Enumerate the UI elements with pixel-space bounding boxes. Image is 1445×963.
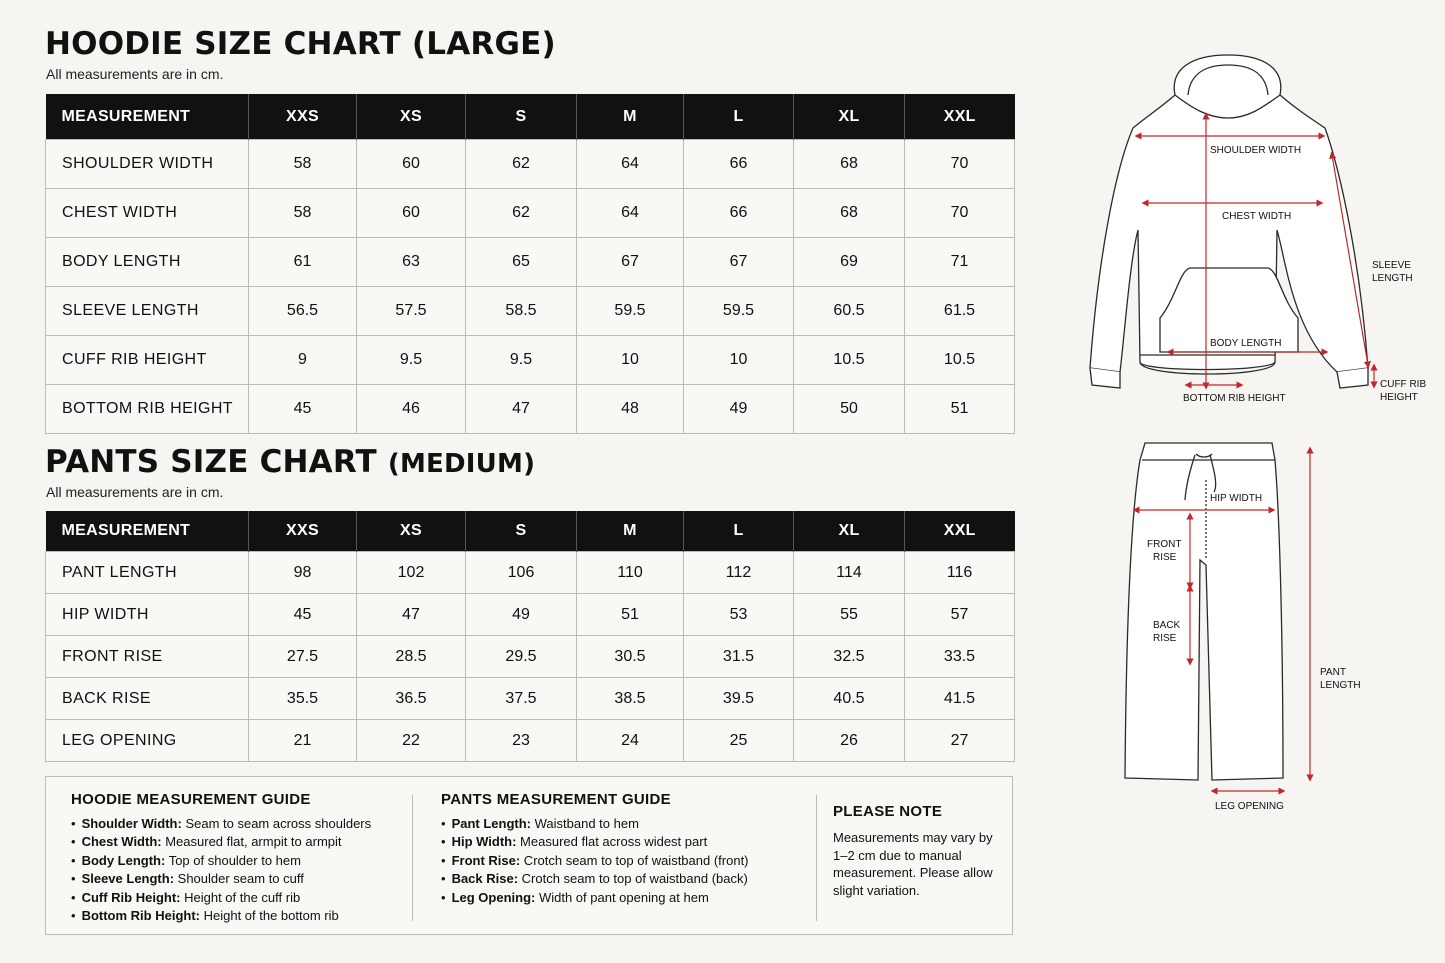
size-value-cell: 10.5 bbox=[905, 336, 1015, 385]
label-front-rise-2: RISE bbox=[1153, 552, 1177, 563]
measurement-name-cell: BODY LENGTH bbox=[46, 238, 249, 287]
size-column-header: S bbox=[466, 94, 577, 140]
size-value-cell: 57 bbox=[905, 594, 1015, 636]
size-column-header: XXL bbox=[905, 511, 1015, 552]
guide-term: Leg Opening: bbox=[451, 889, 536, 905]
guide-description: Top of shoulder to hem bbox=[165, 852, 301, 868]
guide-list-item bbox=[71, 889, 371, 907]
hoodie-guide-list bbox=[71, 815, 371, 925]
please-note bbox=[833, 803, 993, 899]
size-value-cell: 37.5 bbox=[466, 678, 577, 720]
guide-description: Width of pant opening at hem bbox=[535, 889, 709, 905]
size-value-cell: 110 bbox=[577, 552, 684, 594]
guide-term: Front Rise: bbox=[451, 852, 521, 868]
label-body-length: BODY LENGTH bbox=[1210, 338, 1282, 349]
measurement-name-cell: CUFF RIB HEIGHT bbox=[46, 336, 249, 385]
guide-list-item bbox=[441, 852, 749, 870]
size-value-cell: 40.5 bbox=[794, 678, 905, 720]
label-pant-length-2: LENGTH bbox=[1320, 680, 1361, 691]
size-value-cell: 28.5 bbox=[357, 636, 466, 678]
guide-term: Back Rise: bbox=[451, 871, 519, 887]
size-value-cell: 47 bbox=[357, 594, 466, 636]
table-row bbox=[46, 287, 1015, 336]
size-value-cell: 58 bbox=[249, 189, 357, 238]
size-value-cell: 61 bbox=[249, 238, 357, 287]
size-value-cell: 47 bbox=[466, 385, 577, 434]
size-value-cell: 112 bbox=[684, 552, 794, 594]
please-note-text: Measurements may vary by 1–2 cm due to manual measurement. Please allow slight variation. bbox=[833, 830, 993, 898]
label-shoulder-width: SHOULDER WIDTH bbox=[1210, 145, 1302, 156]
guide-list-item bbox=[441, 870, 749, 888]
label-front-rise-1: FRONT bbox=[1147, 539, 1182, 550]
size-value-cell: 65 bbox=[466, 238, 577, 287]
guide-description: Height of the cuff rib bbox=[180, 889, 301, 905]
size-value-cell: 10 bbox=[684, 336, 794, 385]
size-value-cell: 67 bbox=[577, 238, 684, 287]
size-value-cell: 60 bbox=[357, 140, 466, 189]
pants-diagram bbox=[1080, 430, 1445, 820]
size-value-cell: 58.5 bbox=[466, 287, 577, 336]
size-value-cell: 56.5 bbox=[249, 287, 357, 336]
size-column-header: M bbox=[577, 94, 684, 140]
size-value-cell: 64 bbox=[577, 189, 684, 238]
size-value-cell: 46 bbox=[357, 385, 466, 434]
size-value-cell: 30.5 bbox=[577, 636, 684, 678]
hoodie-guide bbox=[71, 791, 371, 925]
size-value-cell: 102 bbox=[357, 552, 466, 594]
size-value-cell: 45 bbox=[249, 594, 357, 636]
guide-list-item bbox=[71, 815, 371, 833]
size-column-header: XXL bbox=[905, 94, 1015, 140]
measurement-guide-box bbox=[45, 776, 1013, 935]
guide-list-item bbox=[441, 889, 749, 907]
size-value-cell: 62 bbox=[466, 189, 577, 238]
size-value-cell: 27.5 bbox=[249, 636, 357, 678]
pants-chart-title bbox=[45, 444, 535, 480]
guide-list-item bbox=[71, 870, 371, 888]
label-hip-width: HIP WIDTH bbox=[1210, 493, 1263, 504]
size-column-header: XL bbox=[794, 94, 905, 140]
measurement-name-cell: HIP WIDTH bbox=[46, 594, 249, 636]
size-value-cell: 50 bbox=[794, 385, 905, 434]
measurement-name-cell: CHEST WIDTH bbox=[46, 189, 249, 238]
guide-list-item bbox=[71, 907, 371, 925]
table-row bbox=[46, 636, 1015, 678]
label-bottom-rib-height: BOTTOM RIB HEIGHT bbox=[1183, 393, 1286, 404]
size-value-cell: 22 bbox=[357, 720, 466, 762]
label-back-rise-2: RISE bbox=[1153, 633, 1177, 644]
table-row bbox=[46, 189, 1015, 238]
guide-term: Shoulder Width: bbox=[81, 816, 182, 831]
size-value-cell: 66 bbox=[684, 140, 794, 189]
size-value-cell: 9 bbox=[249, 336, 357, 385]
size-value-cell: 48 bbox=[577, 385, 684, 434]
guide-list-item bbox=[441, 815, 749, 833]
size-value-cell: 98 bbox=[249, 552, 357, 594]
pants-units-note: All measurements are in cm. bbox=[46, 484, 224, 500]
guide-term: Pant Length: bbox=[451, 816, 531, 831]
size-value-cell: 51 bbox=[905, 385, 1015, 434]
size-value-cell: 45 bbox=[249, 385, 357, 434]
size-value-cell: 59.5 bbox=[684, 287, 794, 336]
size-value-cell: 32.5 bbox=[794, 636, 905, 678]
pants-guide-title: PANTS MEASUREMENT GUIDE bbox=[441, 791, 671, 808]
hoodie-size-table bbox=[45, 94, 1015, 434]
label-pant-length-1: PANT bbox=[1320, 667, 1346, 678]
size-value-cell: 53 bbox=[684, 594, 794, 636]
table-row bbox=[46, 720, 1015, 762]
size-value-cell: 23 bbox=[466, 720, 577, 762]
label-back-rise-1: BACK bbox=[1153, 620, 1181, 631]
size-value-cell: 60.5 bbox=[794, 287, 905, 336]
table-row bbox=[46, 594, 1015, 636]
label-sleeve-length-1: SLEEVE bbox=[1372, 260, 1411, 271]
size-column-header: XL bbox=[794, 511, 905, 552]
label-cuff-rib-2: HEIGHT bbox=[1380, 392, 1418, 403]
size-column-header: XXS bbox=[249, 94, 357, 140]
size-value-cell: 10.5 bbox=[794, 336, 905, 385]
guide-term: Hip Width: bbox=[451, 834, 517, 850]
guide-description: Seam to seam across shoulders bbox=[181, 816, 372, 831]
size-value-cell: 57.5 bbox=[357, 287, 466, 336]
size-value-cell: 55 bbox=[794, 594, 905, 636]
size-value-cell: 106 bbox=[466, 552, 577, 594]
size-column-header: L bbox=[684, 511, 794, 552]
size-value-cell: 49 bbox=[684, 385, 794, 434]
hoodie-units-note: All measurements are in cm. bbox=[46, 66, 224, 82]
size-value-cell: 27 bbox=[905, 720, 1015, 762]
size-value-cell: 63 bbox=[357, 238, 466, 287]
size-value-cell: 69 bbox=[794, 238, 905, 287]
label-leg-opening: LEG OPENING bbox=[1215, 801, 1284, 812]
guide-description: Measured flat across widest part bbox=[516, 834, 708, 850]
size-value-cell: 38.5 bbox=[577, 678, 684, 720]
label-sleeve-length-2: LENGTH bbox=[1372, 273, 1413, 284]
size-value-cell: 35.5 bbox=[249, 678, 357, 720]
size-value-cell: 39.5 bbox=[684, 678, 794, 720]
size-value-cell: 67 bbox=[684, 238, 794, 287]
size-value-cell: 31.5 bbox=[684, 636, 794, 678]
guide-description: Height of the bottom rib bbox=[199, 908, 339, 924]
guide-term: Cuff Rib Height: bbox=[81, 889, 181, 905]
size-value-cell: 68 bbox=[794, 140, 905, 189]
label-cuff-rib-1: CUFF RIB bbox=[1380, 379, 1427, 390]
guide-description: Crotch seam to top of waistband (front) bbox=[520, 852, 749, 868]
guide-term: Chest Width: bbox=[81, 834, 162, 850]
size-value-cell: 68 bbox=[794, 189, 905, 238]
hoodie-chart-title: HOODIE SIZE CHART (LARGE) bbox=[45, 26, 556, 62]
size-value-cell: 33.5 bbox=[905, 636, 1015, 678]
size-value-cell: 71 bbox=[905, 238, 1015, 287]
size-value-cell: 51 bbox=[577, 594, 684, 636]
size-value-cell: 70 bbox=[905, 189, 1015, 238]
size-value-cell: 61.5 bbox=[905, 287, 1015, 336]
measurement-column-header: MEASUREMENT bbox=[46, 511, 249, 552]
size-value-cell: 29.5 bbox=[466, 636, 577, 678]
size-value-cell: 49 bbox=[466, 594, 577, 636]
table-row bbox=[46, 238, 1015, 287]
guide-term: Bottom Rib Height: bbox=[81, 908, 200, 924]
measurement-name-cell: LEG OPENING bbox=[46, 720, 249, 762]
hoodie-diagram bbox=[1080, 50, 1445, 410]
size-value-cell: 58 bbox=[249, 140, 357, 189]
size-value-cell: 59.5 bbox=[577, 287, 684, 336]
size-value-cell: 21 bbox=[249, 720, 357, 762]
table-row bbox=[46, 140, 1015, 189]
size-value-cell: 64 bbox=[577, 140, 684, 189]
size-value-cell: 70 bbox=[905, 140, 1015, 189]
pants-guide bbox=[441, 791, 749, 907]
size-value-cell: 62 bbox=[466, 140, 577, 189]
guide-list-item bbox=[441, 833, 749, 851]
please-note-title: PLEASE NOTE bbox=[833, 803, 943, 820]
guide-description: Crotch seam to top of waistband (back) bbox=[518, 871, 748, 887]
pants-title-main: PANTS SIZE CHART bbox=[45, 444, 377, 480]
measurement-name-cell: PANT LENGTH bbox=[46, 552, 249, 594]
size-value-cell: 9.5 bbox=[357, 336, 466, 385]
size-value-cell: 66 bbox=[684, 189, 794, 238]
size-value-cell: 26 bbox=[794, 720, 905, 762]
divider bbox=[816, 795, 817, 921]
guide-description: Shoulder seam to cuff bbox=[174, 871, 304, 887]
size-value-cell: 41.5 bbox=[905, 678, 1015, 720]
guide-list-item bbox=[71, 852, 371, 870]
pants-size-table bbox=[45, 511, 1015, 762]
table-row bbox=[46, 336, 1015, 385]
size-column-header: L bbox=[684, 94, 794, 140]
measurement-column-header: MEASUREMENT bbox=[46, 94, 249, 140]
divider bbox=[412, 795, 413, 921]
measurement-name-cell: SLEEVE LENGTH bbox=[46, 287, 249, 336]
pants-title-sub: (MEDIUM) bbox=[387, 449, 536, 479]
table-row bbox=[46, 678, 1015, 720]
size-value-cell: 36.5 bbox=[357, 678, 466, 720]
size-value-cell: 25 bbox=[684, 720, 794, 762]
measurement-name-cell: BACK RISE bbox=[46, 678, 249, 720]
table-header-row bbox=[46, 511, 1015, 552]
size-value-cell: 9.5 bbox=[466, 336, 577, 385]
guide-list-item bbox=[71, 833, 371, 851]
pants-guide-list bbox=[441, 815, 749, 907]
measurement-name-cell: FRONT RISE bbox=[46, 636, 249, 678]
size-column-header: S bbox=[466, 511, 577, 552]
size-column-header: XS bbox=[357, 511, 466, 552]
guide-description: Measured flat, armpit to armpit bbox=[161, 834, 342, 850]
size-column-header: XXS bbox=[249, 511, 357, 552]
size-column-header: XS bbox=[357, 94, 466, 140]
guide-term: Sleeve Length: bbox=[81, 871, 175, 887]
measurement-name-cell: BOTTOM RIB HEIGHT bbox=[46, 385, 249, 434]
guide-term: Body Length: bbox=[81, 852, 166, 868]
size-value-cell: 10 bbox=[577, 336, 684, 385]
guide-description: Waistband to hem bbox=[531, 816, 639, 831]
size-value-cell: 116 bbox=[905, 552, 1015, 594]
size-value-cell: 114 bbox=[794, 552, 905, 594]
size-column-header: M bbox=[577, 511, 684, 552]
size-value-cell: 60 bbox=[357, 189, 466, 238]
table-row bbox=[46, 385, 1015, 434]
table-row bbox=[46, 552, 1015, 594]
table-header-row bbox=[46, 94, 1015, 140]
measurement-name-cell: SHOULDER WIDTH bbox=[46, 140, 249, 189]
label-chest-width: CHEST WIDTH bbox=[1222, 211, 1292, 222]
size-value-cell: 24 bbox=[577, 720, 684, 762]
hoodie-guide-title: HOODIE MEASUREMENT GUIDE bbox=[71, 791, 311, 808]
